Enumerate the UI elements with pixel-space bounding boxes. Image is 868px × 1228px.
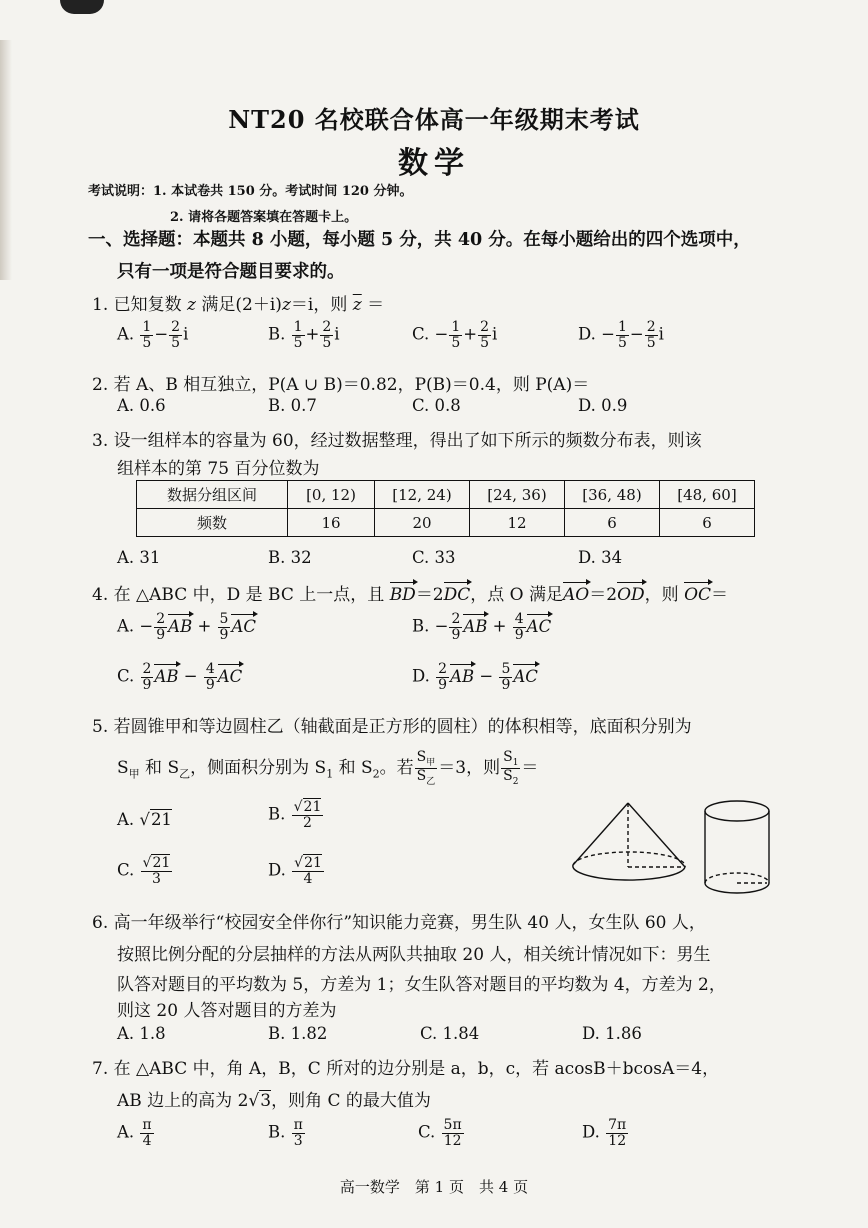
fraction: $\frac{5\pi}{12}$ (443, 1117, 462, 1149)
q7-text: 在 △ABC 中，角 A，B，C 所对的边分别是 a，b，c，若 acosB＋bcosA＝4， (113, 1059, 720, 1079)
q2-option-b: B. 0.7 (268, 396, 317, 415)
table-row (137, 509, 755, 537)
vector-ab: AB (463, 616, 488, 636)
fraction: $\frac{S_甲}{S_乙}$ (416, 749, 436, 788)
fraction: $\frac{1}{5}$ (451, 319, 461, 351)
q4-option-a: A. − $\frac{2}{9}$ AB + $\frac{5}{9}$ AC (117, 611, 257, 643)
table-header-cell: [24, 36) (470, 481, 565, 509)
q7-text-cont: AB 边上的高为 2√3，则角 C 的最大值为 (117, 1091, 431, 1111)
fraction: $\frac{\pi}{3}$ (293, 1117, 303, 1149)
question-7 (92, 1054, 719, 1079)
q3-option-a: A. 31 (117, 548, 161, 567)
q4-text: ＝2 (415, 585, 444, 605)
fraction: $\frac{\pi}{4}$ (142, 1117, 152, 1149)
instructions-line1 (88, 180, 413, 199)
frequency-table (136, 480, 755, 537)
q4-option-b: B. − $\frac{2}{9}$ AB + $\frac{4}{9}$ AC (412, 611, 552, 643)
q6-option-c: C. 1.84 (420, 1024, 480, 1043)
fraction: $\frac{2}{9}$ (142, 661, 152, 693)
conj-z: $\overline{z}$ (352, 295, 362, 315)
option-label: C. (412, 324, 430, 344)
q4-text: ，点 O 满足 (470, 585, 564, 605)
q1-text: 已知复数 (113, 295, 188, 315)
instructions-label: 考试说明： (88, 184, 154, 199)
q5-text-cont: $S_甲$ 和 $S_乙$，侧面积分别为 $S_1$ 和 $S_2$。若 $\frac{S_甲}{S_乙}$ ＝3，则 $\frac{S_1}{S_2}$ ＝ (117, 749, 539, 788)
exam-title: NT20 名校联合体高一年级期末考试 (228, 105, 640, 134)
option-label: B. (268, 1122, 286, 1142)
q4-text: 在 △ABC 中，D 是 BC 上一点，且 (113, 585, 390, 605)
vector-dc: DC (443, 585, 471, 605)
cylinder-figure (705, 801, 769, 893)
scan-shadow (60, 0, 104, 14)
table-cell: 6 (660, 509, 755, 537)
q6-option-d: D. 1.86 (582, 1024, 642, 1043)
q4-option-d: D. $\frac{2}{9}$ AB − $\frac{5}{9}$ AC (412, 661, 538, 693)
option-label: C. (418, 1122, 436, 1142)
fraction: $\frac{1}{5}$ (142, 319, 152, 351)
table-cell: 频数 (137, 509, 288, 537)
question-6 (92, 908, 706, 933)
question-2 (92, 370, 589, 395)
q1-text: ＝i，则 (290, 295, 353, 315)
q4-text: ＝2 (589, 585, 618, 605)
subject-title: 数学 (398, 146, 470, 181)
q6-option-b: B. 1.82 (268, 1024, 328, 1043)
table-cell: 20 (375, 509, 470, 537)
q7-option-b (268, 1118, 306, 1148)
q3-text: 设一组样本的容量为 60，经过数据整理，得出了如下所示的频数分布表，则该 (113, 431, 702, 451)
vector-ac: AC (217, 666, 243, 686)
q6-text: 高一年级举行“校园安全伴你行”知识能力竞赛，男生队 40 人，女生队 60 人， (113, 913, 706, 933)
option-label: D. (582, 1122, 600, 1142)
fraction: $\frac{5}{9}$ (501, 661, 511, 693)
option-label: C. (117, 666, 135, 686)
vector-bd: BD (389, 585, 416, 605)
fraction: $\frac{4}{9}$ (514, 611, 524, 643)
question-number: 7. (92, 1059, 109, 1079)
option-label: A. (117, 1122, 135, 1142)
q5-option-a: A. √21 (117, 810, 172, 829)
q1-text: 满足(2＋i) (196, 295, 282, 315)
var-z: z (187, 295, 197, 315)
fraction: $\frac{1}{5}$ (617, 319, 627, 351)
fraction: $\frac{√21}{3}$ (142, 855, 171, 887)
table-header-cell: [36, 48) (565, 481, 660, 509)
q6-text-cont: 则这 20 人答对题目的方差为 (117, 1001, 337, 1021)
fraction: $\frac{√21}{2}$ (293, 799, 322, 831)
vector-ac: AC (231, 616, 257, 636)
vector-ab: AB (450, 666, 475, 686)
var-z: z (281, 295, 291, 315)
q4-text: ＝ (711, 585, 729, 605)
page-footer: 高一数学 第 1 页 共 4 页 (339, 1178, 529, 1196)
question-number: 2. (92, 375, 109, 395)
q2-option-d: D. 0.9 (578, 396, 628, 415)
cone-figure (573, 803, 685, 880)
q4-text: ，则 (644, 585, 685, 605)
section-heading-cont: 只有一项是符合题目要求的。 (117, 262, 345, 282)
instructions-text1: 1. 本试卷共 150 分。考试时间 120 分钟。 (153, 184, 413, 199)
question-4 (92, 580, 728, 605)
q3-text-cont: 组样本的第 75 百分位数为 (117, 459, 320, 479)
option-label: B. (268, 804, 286, 824)
q4-option-c: C. $\frac{2}{9}$ AB − $\frac{4}{9}$ AC (117, 661, 243, 693)
table-cell: 16 (288, 509, 375, 537)
table-header-cell: 数据分组区间 (137, 481, 288, 509)
q1-option-b: B. $\frac{1}{5}$ + $\frac{2}{5}$ i (268, 319, 340, 351)
q3-option-b: B. 32 (268, 548, 312, 567)
option-label: A. (117, 616, 135, 636)
fraction: $\frac{2}{5}$ (171, 319, 181, 351)
q6-text-cont: 按照比例分配的分层抽样的方法从两队共抽取 20 人，相关统计情况如下：男生 (117, 945, 711, 965)
table-header-cell: [48, 60] (660, 481, 755, 509)
q5-option-c (117, 856, 173, 886)
q3-option-d: D. 34 (578, 548, 623, 567)
fraction: $\frac{2}{9}$ (438, 661, 448, 693)
q3-option-c: C. 33 (412, 548, 456, 567)
fraction: $\frac{5}{9}$ (219, 611, 229, 643)
fraction: $\frac{2}{5}$ (646, 319, 656, 351)
option-label: B. (412, 616, 430, 636)
q2-option-a: A. 0.6 (117, 396, 166, 415)
vector-ab: AB (168, 616, 193, 636)
q5-option-b (268, 800, 324, 830)
option-label: D. (268, 860, 286, 880)
question-number: 1. (92, 295, 109, 315)
table-header-cell: [12, 24) (375, 481, 470, 509)
question-number: 5. (92, 717, 109, 737)
q2-option-c: C. 0.8 (412, 396, 461, 415)
option-label: D. (578, 324, 596, 344)
table-cell: 6 (565, 509, 660, 537)
fraction: $\frac{1}{5}$ (293, 319, 303, 351)
question-3 (92, 426, 702, 451)
option-label: B. (268, 324, 286, 344)
option-label: D. (412, 666, 430, 686)
q6-option-a: A. 1.8 (117, 1024, 166, 1043)
q5-option-d (268, 856, 325, 886)
q1-option-c: C. − $\frac{1}{5}$ + $\frac{2}{5}$ i (412, 319, 498, 351)
table-row (137, 481, 755, 509)
vector-ac: AC (513, 666, 538, 686)
vector-ao: AO (563, 585, 590, 605)
vector-oc: OC (684, 585, 712, 605)
question-5 (92, 712, 692, 737)
cone-cylinder-figure (565, 795, 785, 905)
q1-text: ＝ (361, 295, 385, 315)
question-number: 4. (92, 585, 109, 605)
table-header-cell: [0, 12) (288, 481, 375, 509)
fraction: $\frac{√21}{4}$ (294, 855, 322, 887)
vector-ac: AC (526, 616, 552, 636)
q5-text: 若圆锥甲和等边圆柱乙（轴截面是正方形的圆柱）的体积相等，底面积分别为 (113, 717, 692, 737)
fraction: $\frac{4}{9}$ (205, 661, 215, 693)
fraction: $\frac{2}{9}$ (156, 611, 166, 643)
vector-ab: AB (154, 666, 179, 686)
option-label: C. (117, 860, 135, 880)
fraction: $\frac{7\pi}{12}$ (608, 1117, 627, 1149)
q6-text-cont: 队答对题目的平均数为 5，方差为 1；女生队答对题目的平均数为 4，方差为 2， (117, 975, 726, 995)
fraction: $\frac{S_1}{S_2}$ (503, 749, 519, 788)
q1-option-d: D. − $\frac{1}{5}$ − $\frac{2}{5}$ i (578, 319, 664, 351)
question-number: 6. (92, 913, 109, 933)
question-1 (92, 290, 384, 315)
option-label: A. (117, 324, 135, 344)
q7-option-c (418, 1118, 465, 1148)
question-number: 3. (92, 431, 109, 451)
q1-option-a: A. $\frac{1}{5}$ − $\frac{2}{5}$ i (117, 319, 189, 351)
option-label: A. (117, 810, 135, 829)
fraction: $\frac{2}{5}$ (480, 319, 490, 351)
vector-od: OD (617, 585, 645, 605)
instructions-line2: 2. 请将各题答案填在答题卡上。 (170, 210, 358, 225)
q2-text: 若 A、B 相互独立，P(A ∪ B)＝0.82，P(B)＝0.4，则 P(A)＝ (113, 375, 590, 395)
section-heading: 一、选择题：本题共 8 小题，每小题 5 分，共 40 分。在每小题给出的四个选项中， (88, 230, 751, 250)
fraction: $\frac{2}{9}$ (451, 611, 461, 643)
q7-option-a (117, 1118, 155, 1148)
fraction: $\frac{2}{5}$ (322, 319, 332, 351)
q7-option-d (582, 1118, 629, 1148)
table-cell: 12 (470, 509, 565, 537)
